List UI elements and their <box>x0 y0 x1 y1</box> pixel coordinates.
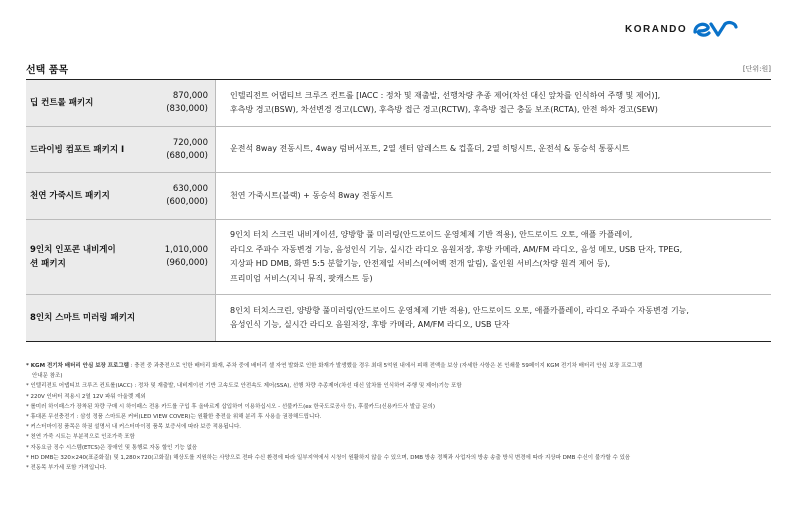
package-name: 8인치 스마트 미러링 패키지 <box>26 295 137 341</box>
package-name: 9인치 인포콘 내비게이션 패키지 <box>26 220 137 294</box>
package-price: 630,000 <box>172 184 208 194</box>
package-name: 딥 컨트롤 패키지 <box>26 80 137 126</box>
footnote: * 커스터마이징 품목은 하권 설명서 내 커스터마이징 품목 보증서에 따라 보증 적용됩니다. <box>26 424 242 431</box>
footnotes <box>26 361 776 473</box>
brand-wordmark: KORANDO <box>625 23 688 35</box>
footnote: * 인텔리전트 어댑티브 크루즈 컨트롤(IACC) : 정차 및 재출발, 내비게이션 기반 고속도로 안전속도 제어(SSA), 선행 차량 추종제어(차선 대신 앞차를 인식하여 주행 및 제어)기능 포함 <box>26 383 462 390</box>
package-description <box>216 80 771 126</box>
package-price-alt: (600,000) <box>166 197 208 207</box>
footnote: * HD DMB는 320×240(표준화질) 및 1,280×720(고화질) 해상도를 지원하는 사양으로 전파 수신 환경에 따라 일부지역에서 시청이 원활하지 않을 수 있으며, DMB 방송 정책과 사업자의 방송 송출 방식 변경에 따라 지상파 DMB 수신이 불가할 수 있음 <box>26 454 631 461</box>
footnote: * 롤미러 하이패스가 장착된 차량 구매 시 하이패스 전용 카드를 구입 후 올바르게 삽입하여 이용하십시오 - 선불카드(ex 한국도로공사 등), 후불카드(신용카드사 발급 문의) <box>26 403 435 410</box>
desc-line: 지상파 HD DMB, 화면 5:5 분할기능, 안전제일 서비스(에어백 전개 알림), 올인원 서비스(차량 원격 제어 등), <box>230 259 611 268</box>
package-description <box>216 173 771 219</box>
package-price-cell <box>137 295 216 341</box>
desc-line: 라디오 주파수 자동변경 기능, 음성인식 기능, 실시간 라디오 음원저장, 후방 카메라, AM/FM 라디오, 음성 메모, USB 단자, TPEG, <box>230 244 683 254</box>
section-title: 선택 품목 <box>26 65 69 76</box>
package-row <box>26 127 771 173</box>
package-name: 천연 가죽시트 패키지 <box>26 173 137 219</box>
footnote: * 220V 인버터 적용시 2열 12V 파워 아울렛 제외 <box>26 393 146 400</box>
package-name: 드라이빙 컴포트 패키지 I <box>26 127 137 172</box>
package-price-alt: (830,000) <box>166 104 208 114</box>
package-description <box>216 127 771 172</box>
package-description <box>216 220 771 294</box>
desc-line: 9인치 터치 스크린 내비게이션, 양방향 풀 미러링(안드로이드 운영체제 기반 적용), 안드로이드 오토, 애플 카플레이, <box>230 230 633 239</box>
desc-line: 인텔리전트 어댑티브 크루즈 컨트롤 [IACC : 정차 및 재출발, 선행차량 추종 제어(차선 대신 앞차를 인식하여 주행 및 제어)], <box>230 90 661 100</box>
desc-line: 프리미엄 서비스(지니 뮤직, 팟캐스트 등) <box>230 273 373 283</box>
package-price-cell <box>137 80 216 126</box>
desc-line: 8인치 터치스크린, 양방향 풀미러링(안드로이드 운영체제 기반 적용), 안드로이드 오토, 애플카플레이, 라디오 주파수 자동변경 기능, <box>230 305 689 315</box>
options-table <box>26 79 771 342</box>
footnote: * 자동요금 징수 시스템(ETCS)은 장애인 및 통행료 자동 할인 기능 없음 <box>26 444 198 451</box>
package-row <box>26 173 771 220</box>
footnote: * 전동목 부가세 포함 가격입니다. <box>26 465 107 472</box>
desc-line: 운전석 8way 전동시트, 4way 럼버서포트, 2열 센터 암레스트 & 컵홀더, 2열 히팅시트, 운전석 & 동승석 통풍시트 <box>230 144 630 154</box>
package-description <box>216 295 771 341</box>
package-row <box>26 295 771 342</box>
footnote: * KGM 전기차 배터리 안심 보장 프로그램 : 충전 중 과충전으로 인한 배터리 화재, 주차 중에 배터리 셀 자연 발화로 인한 화재가 발생했을 경우 최대 5억원 내에서 피해 전액을 보상 (자세한 사항은 본 인쇄물 59페이지 KGM 전기차 배터리 안심 보장 프로그램 <box>26 363 643 369</box>
package-price-alt: (960,000) <box>166 258 208 268</box>
brand-logo <box>625 18 739 40</box>
unit-label: [단위:원] <box>742 65 771 73</box>
desc-line: 천연 가죽시트(블랙) + 동승석 8way 전동시트 <box>230 190 393 200</box>
package-row <box>26 80 771 127</box>
ev-logo-icon <box>691 18 739 40</box>
footnote: * 천연 가죽 시트는 부분적으로 인조가죽 포함 <box>26 434 135 441</box>
desc-line: 음성인식 기능, 실시간 라디오 음원저장, 후방 카메라, AM/FM 라디오, USB 단자 <box>230 320 510 329</box>
package-price: 870,000 <box>172 91 208 101</box>
package-price: 1,010,000 <box>164 245 208 255</box>
package-price-alt: (680,000) <box>166 150 208 161</box>
package-price-cell <box>137 173 216 219</box>
package-price-cell <box>137 127 216 172</box>
footnote: * 휴대폰 무선충전기 : 삼성 정품 스마트폰 커버(LED VIEW COVER)는 원활한 충전을 위해 분리 후 사용을 권장해드립니다. <box>26 414 322 421</box>
package-price-cell <box>137 220 216 294</box>
footnote: 안내문 참조) <box>32 373 63 380</box>
package-price: 720,000 <box>172 137 208 148</box>
package-row <box>26 220 771 295</box>
desc-line: 후측방 경고(BSW), 차선변경 경고(LCW), 후측방 접근 경고(RCTW), 후측방 접근 충돌 보조(RCTA), 안전 하차 경고(SEW) <box>230 105 658 114</box>
